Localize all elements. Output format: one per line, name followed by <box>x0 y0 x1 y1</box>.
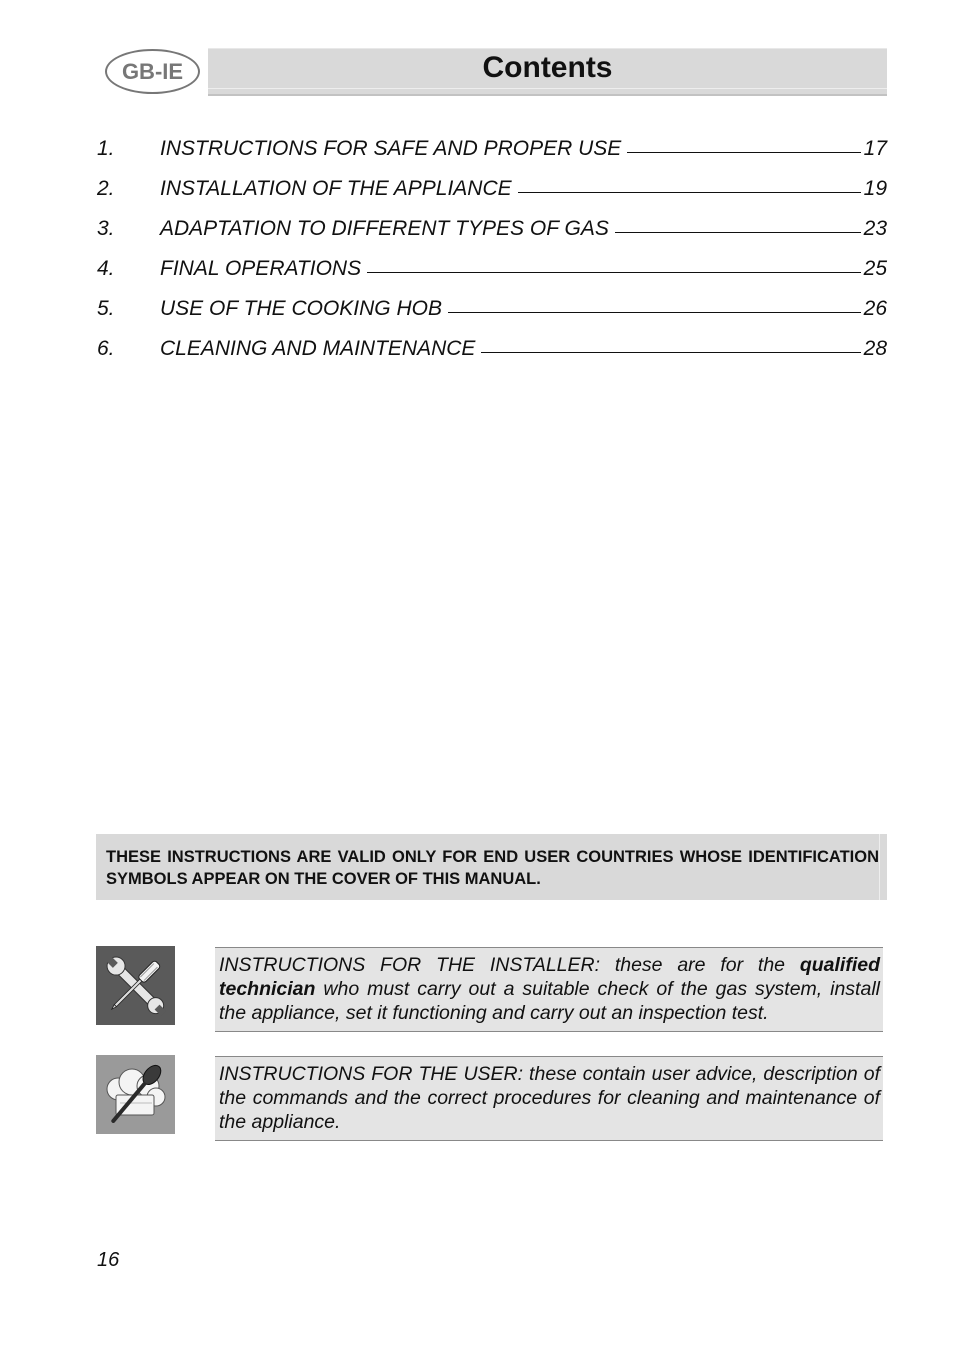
toc-entry[interactable] <box>97 212 887 252</box>
installer-instructions <box>215 947 883 1032</box>
table-of-contents <box>97 132 887 372</box>
toc-entry-number: 6. <box>97 337 115 360</box>
toc-entry[interactable] <box>97 172 887 212</box>
toc-leader-line <box>615 232 861 233</box>
title-bar <box>208 48 887 96</box>
toc-leader-line <box>518 192 861 193</box>
page-number: 16 <box>97 1249 120 1271</box>
installer-text-emphasis: qualified technician <box>219 954 880 1000</box>
toc-entry[interactable] <box>97 252 887 292</box>
user-text: INSTRUCTIONS FOR THE USER: these contain user advice, description of the commands and the correct procedures for cleaning and maintenance of the appliance. <box>219 1063 880 1133</box>
toc-entry-number: 5. <box>97 297 115 320</box>
toc-leader-line <box>627 152 860 153</box>
language-badge <box>105 49 200 94</box>
toc-entry-page: 19 <box>863 177 887 200</box>
installer-text-intro: INSTRUCTIONS FOR THE INSTALLER: these are for the <box>219 954 800 976</box>
toc-entry-label: FINAL OPERATIONS <box>160 257 362 280</box>
toc-entry-page: 23 <box>863 217 887 240</box>
user-instructions <box>215 1056 883 1141</box>
toc-entry-page: 17 <box>863 137 887 160</box>
page-title: Contents <box>482 51 613 84</box>
spoon-chef-hat-icon <box>96 1055 175 1134</box>
toc-leader-line <box>481 352 860 353</box>
toc-entry-number: 1. <box>97 137 115 160</box>
toc-entry-label: INSTALLATION OF THE APPLIANCE <box>160 177 512 200</box>
toc-entry-number: 2. <box>97 177 115 200</box>
toc-leader-line <box>367 272 861 273</box>
toc-entry-page: 28 <box>863 337 887 360</box>
validity-notice: THESE INSTRUCTIONS ARE VALID ONLY FOR END USER COUNTRIES WHOSE IDENTIFICATION SYMBOLS APPEAR ON THE COVER OF THIS MANUAL. <box>96 834 887 900</box>
toc-entry-label: ADAPTATION TO DIFFERENT TYPES OF GAS <box>160 217 609 240</box>
toc-entry-page: 26 <box>863 297 887 320</box>
toc-entry-page: 25 <box>863 257 887 280</box>
toc-leader-line <box>448 312 861 313</box>
toc-entry-label: CLEANING AND MAINTENANCE <box>160 337 476 360</box>
toc-entry-label: INSTRUCTIONS FOR SAFE AND PROPER USE <box>160 137 622 160</box>
toc-entry[interactable] <box>97 332 887 372</box>
toc-entry-number: 3. <box>97 217 115 240</box>
language-code: GB-IE <box>121 58 184 84</box>
toc-entry-number: 4. <box>97 257 115 280</box>
toc-entry[interactable] <box>97 292 887 332</box>
toc-entry-label: USE OF THE COOKING HOB <box>160 297 442 320</box>
installer-text-rest: who must carry out a suitable check of the gas system, install the appliance, set it functioning and carry out an inspection test. <box>219 978 880 1024</box>
wrench-screwdriver-icon <box>96 946 175 1025</box>
toc-entry[interactable] <box>97 132 887 172</box>
